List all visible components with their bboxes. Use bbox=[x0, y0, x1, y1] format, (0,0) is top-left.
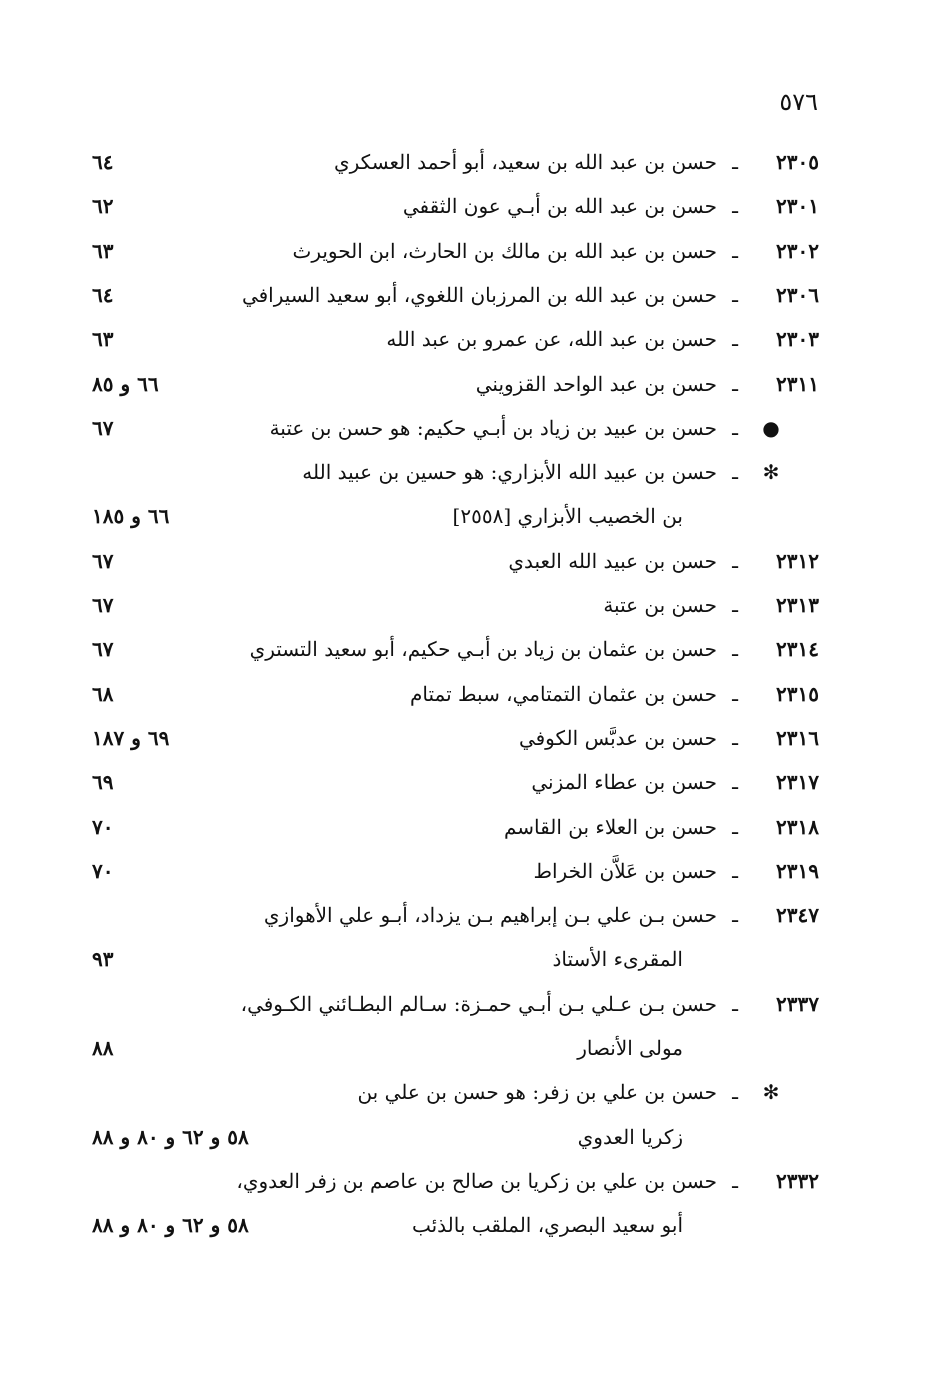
entry-name: حسن بن عبد الله بن مالك بن الحارث، ابن الحويرث bbox=[292, 239, 717, 263]
entry-dash: ـ bbox=[732, 239, 738, 263]
entry-name: حسن بن علي بن زكريا بن صالح بن عاصم بن زفر العدوي، bbox=[236, 1169, 717, 1193]
entry-name: حسن بن عبد الواحد القزويني bbox=[475, 372, 717, 396]
entry-number: ٢٣١٨ bbox=[776, 815, 819, 839]
index-entry bbox=[0, 273, 929, 317]
entry-dash: ـ bbox=[732, 327, 738, 351]
index-entry bbox=[0, 1070, 929, 1114]
entry-name: حسن بـن علي بـن إبراهيم بـن يزداد، أبـو علي الأهوازي bbox=[263, 903, 717, 927]
entry-dash: ـ bbox=[732, 283, 738, 307]
entry-number: ٢٣٤٧ bbox=[776, 903, 819, 927]
entry-number: ٢٣٣٧ bbox=[776, 992, 819, 1016]
asterisk-marker: ✻ bbox=[762, 460, 780, 484]
entry-name: حسن بن عثمان بن زياد بن أبـي حكيم، أبو سعيد التستري bbox=[249, 637, 717, 661]
entry-name: حسن بن عبد الله بن المرزبان اللغوي، أبو سعيد السيرافي bbox=[241, 283, 717, 307]
index-entry bbox=[0, 627, 929, 671]
entry-dash: ـ bbox=[732, 1169, 738, 1193]
entry-pages bbox=[92, 672, 282, 716]
entry-name: حسن بن عطاء المزني bbox=[531, 770, 717, 794]
entry-dash: ـ bbox=[732, 726, 738, 750]
entry-number: ٢٣٠٥ bbox=[776, 150, 819, 174]
entry-number: ٢٣٠٦ bbox=[776, 283, 819, 307]
entry-pages bbox=[92, 1203, 282, 1247]
index-entry bbox=[0, 672, 929, 716]
entry-pages-text: ٦٧ bbox=[92, 549, 114, 573]
index-entry bbox=[0, 805, 929, 849]
entry-number: ٢٣١٢ bbox=[776, 549, 819, 573]
index-entry bbox=[0, 362, 929, 406]
index-entry bbox=[0, 406, 929, 450]
index-entry bbox=[0, 982, 929, 1026]
entry-pages-text: ٦٩ bbox=[92, 770, 114, 794]
entry-pages-text: ٨٨ bbox=[92, 1036, 114, 1060]
entry-pages-text: ٦٦ و ٨٥ bbox=[92, 372, 159, 396]
asterisk-marker: ✻ bbox=[762, 1080, 780, 1104]
index-entry bbox=[0, 849, 929, 893]
index-entry bbox=[0, 893, 929, 937]
page-number: ٥٧٦ bbox=[779, 88, 818, 116]
entry-name-continuation: مولى الأنصار bbox=[577, 1036, 683, 1060]
entry-number: ٢٣١٥ bbox=[776, 682, 819, 706]
entry-number: ٢٣١١ bbox=[776, 372, 819, 396]
entry-pages bbox=[92, 406, 282, 450]
entry-pages bbox=[92, 937, 282, 981]
entry-pages-text: ٥٨ و ٦٢ و ٨٠ و ٨٨ bbox=[92, 1125, 249, 1149]
entry-pages bbox=[92, 1115, 282, 1159]
entry-dash: ـ bbox=[732, 815, 738, 839]
entry-number: ٢٣٠٣ bbox=[776, 327, 819, 351]
bullet-marker: ● bbox=[762, 416, 780, 440]
entry-dash: ـ bbox=[732, 416, 738, 440]
entry-pages-text: ٦٣ bbox=[92, 327, 114, 351]
entry-dash: ـ bbox=[732, 593, 738, 617]
index-entry bbox=[0, 716, 929, 760]
entry-pages-text: ٦٨ bbox=[92, 682, 114, 706]
index-entry bbox=[0, 760, 929, 804]
entry-number: ٢٣١٦ bbox=[776, 726, 819, 750]
entry-pages bbox=[92, 1026, 282, 1070]
entry-number: ٢٣١٩ bbox=[776, 859, 819, 883]
entry-number: ٢٣٠١ bbox=[776, 194, 819, 218]
entry-number: ٢٣٣٢ bbox=[776, 1169, 819, 1193]
entry-dash: ـ bbox=[732, 1080, 738, 1104]
entry-pages-text: ٦٧ bbox=[92, 637, 114, 661]
entry-name: حسن بن عتبة bbox=[603, 593, 717, 617]
index-entry bbox=[0, 229, 929, 273]
entry-pages bbox=[92, 362, 282, 406]
entry-name-continuation: المقرىء الأستاذ bbox=[552, 947, 683, 971]
entry-dash: ـ bbox=[732, 859, 738, 883]
entry-dash: ـ bbox=[732, 682, 738, 706]
entry-name: حسن بن العلاء بن القاسم bbox=[503, 815, 717, 839]
index-entry bbox=[0, 184, 929, 228]
entry-name: حسن بـن عـلي بـن أبـي حمـزة: سـالم البطـائني الكـوفي، bbox=[240, 992, 717, 1016]
entry-pages-text: ٥٨ و ٦٢ و ٨٠ و ٨٨ bbox=[92, 1213, 249, 1237]
entry-dash: ـ bbox=[732, 150, 738, 174]
index-entry bbox=[0, 583, 929, 627]
entry-pages bbox=[92, 494, 282, 538]
entry-number: ٢٣١٧ bbox=[776, 770, 819, 794]
entry-pages-text: ٩٣ bbox=[92, 947, 114, 971]
entry-pages-text: ٦٧ bbox=[92, 416, 114, 440]
entry-pages-text: ٧٠ bbox=[92, 815, 114, 839]
entry-pages bbox=[92, 140, 282, 184]
entry-pages-text: ٦٤ bbox=[92, 150, 114, 174]
index-entry-continuation bbox=[0, 1026, 929, 1070]
entry-pages-text: ٧٠ bbox=[92, 859, 114, 883]
entry-name-continuation: أبو سعيد البصري، الملقب بالذئب bbox=[411, 1213, 683, 1237]
entry-name-continuation: بن الخصيب الأبزاري [٢٥٥٨] bbox=[452, 504, 683, 528]
entry-name: حسن بن عدبَّس الكوفي bbox=[518, 726, 717, 750]
entry-dash: ـ bbox=[732, 770, 738, 794]
entry-pages-text: ٦٦ و ١٨٥ bbox=[92, 504, 170, 528]
entry-dash: ـ bbox=[732, 194, 738, 218]
entry-dash: ـ bbox=[732, 903, 738, 927]
entry-pages-text: ٦٢ bbox=[92, 194, 114, 218]
entry-pages-text: ٦٤ bbox=[92, 283, 114, 307]
entry-name: حسن بن عبيد بن زياد بن أبـي حكيم: هو حسن بن عتبة bbox=[269, 416, 717, 440]
entry-name: حسن بن عبيد الله العبدي bbox=[508, 549, 717, 573]
entry-number: ٢٣١٤ bbox=[776, 637, 819, 661]
entry-dash: ـ bbox=[732, 992, 738, 1016]
entry-dash: ـ bbox=[732, 637, 738, 661]
entry-pages bbox=[92, 849, 282, 893]
entry-pages bbox=[92, 583, 282, 627]
index-entry bbox=[0, 1159, 929, 1203]
entry-name: حسن بن عبد الله بن سعيد، أبو أحمد العسكري bbox=[333, 150, 717, 174]
entry-pages-text: ٦٩ و ١٨٧ bbox=[92, 726, 170, 750]
index-entry bbox=[0, 317, 929, 361]
entry-dash: ـ bbox=[732, 372, 738, 396]
entry-pages-text: ٦٣ bbox=[92, 239, 114, 263]
entry-pages bbox=[92, 184, 282, 228]
index-entry bbox=[0, 450, 929, 494]
index-entry-continuation bbox=[0, 1203, 929, 1247]
entry-pages bbox=[92, 716, 282, 760]
index-entry bbox=[0, 539, 929, 583]
entry-dash: ـ bbox=[732, 460, 738, 484]
index-entry-continuation bbox=[0, 1115, 929, 1159]
entry-pages bbox=[92, 760, 282, 804]
entry-pages bbox=[92, 273, 282, 317]
entry-dash: ـ bbox=[732, 549, 738, 573]
entry-pages bbox=[92, 317, 282, 361]
entry-name: حسن بن علي بن زفر: هو حسن بن علي بن bbox=[357, 1080, 717, 1104]
entry-number: ٢٣١٣ bbox=[776, 593, 819, 617]
entry-pages bbox=[92, 229, 282, 273]
entry-pages bbox=[92, 627, 282, 671]
entry-number: ٢٣٠٢ bbox=[776, 239, 819, 263]
index-entry bbox=[0, 140, 929, 184]
entry-name: حسن بن عبد الله، عن عمرو بن عبد الله bbox=[386, 327, 717, 351]
index-entry-continuation bbox=[0, 937, 929, 981]
entry-name: حسن بن عبيد الله الأبزاري: هو حسين بن عبيد الله bbox=[302, 460, 717, 484]
entry-name: حسن بن عثمان التمتامي، سبط تمتام bbox=[410, 682, 717, 706]
entry-pages bbox=[92, 539, 282, 583]
index-entry-continuation bbox=[0, 494, 929, 538]
entry-pages bbox=[92, 805, 282, 849]
entry-name-continuation: زكريا العدوي bbox=[577, 1125, 683, 1149]
entry-name: حسن بن عَلاَّن الخراط bbox=[533, 859, 717, 883]
entry-pages-text: ٦٧ bbox=[92, 593, 114, 617]
entry-name: حسن بن عبد الله بن أبـي عون الثقفي bbox=[402, 194, 717, 218]
